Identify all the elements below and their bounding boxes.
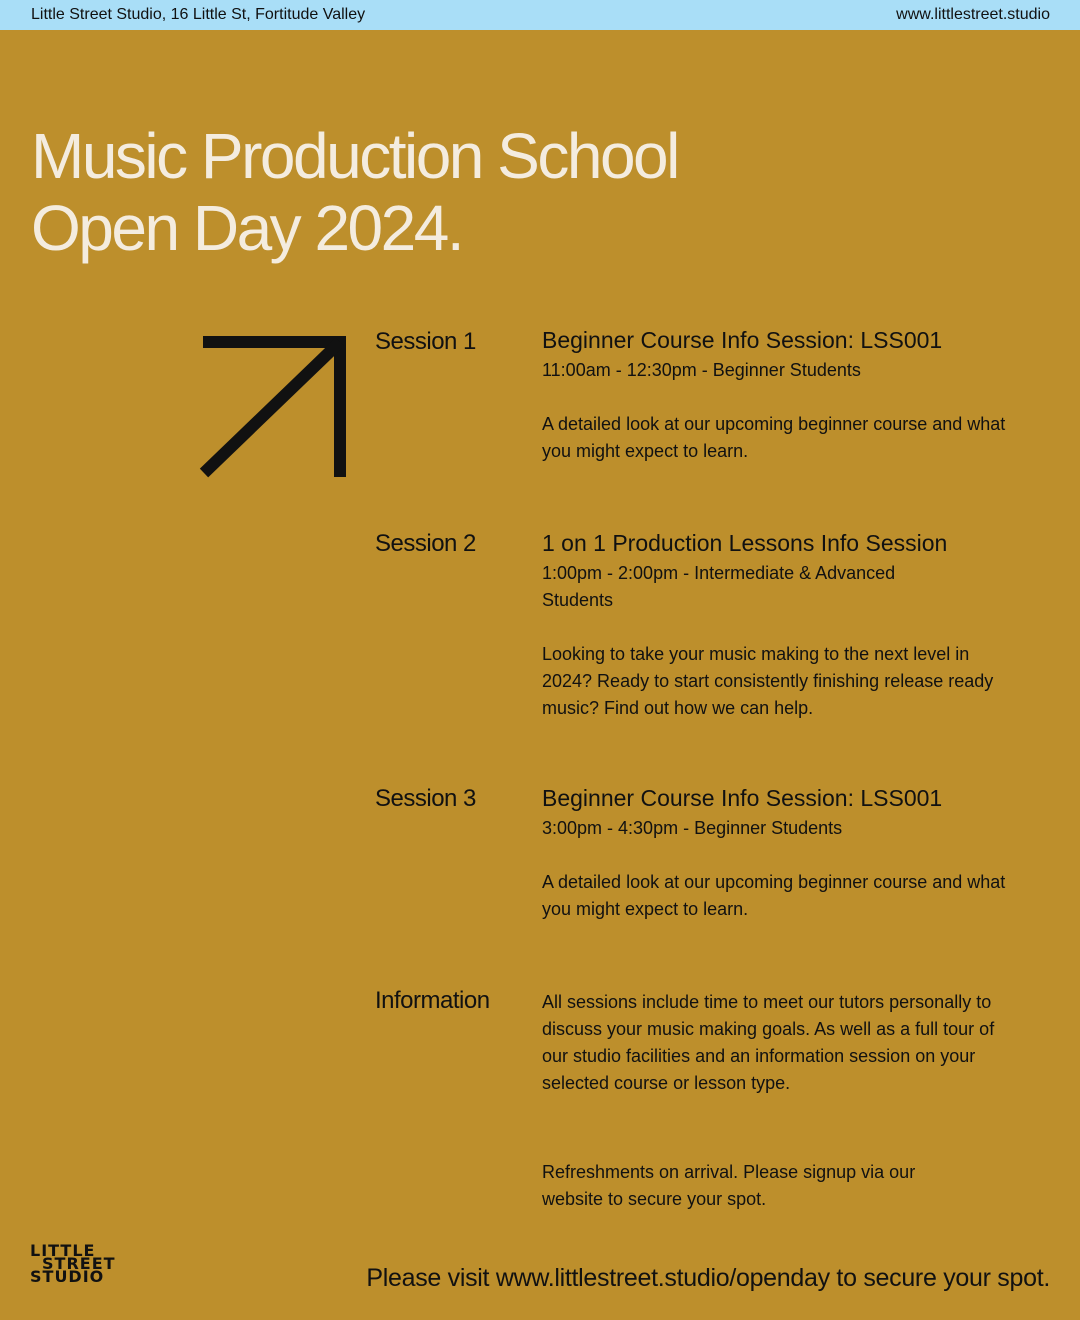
session-2-label: Session 2 (375, 530, 476, 557)
website-link[interactable]: www.littlestreet.studio (896, 6, 1050, 23)
session-1-time: 11:00am - 12:30pm - Beginner Students (542, 360, 861, 380)
top-bar (0, 0, 1080, 30)
studio-logo (30, 1241, 116, 1286)
logo-line-2: STREET (42, 1254, 116, 1273)
logo-line-3: STUDIO (30, 1267, 105, 1286)
studio-address: Little Street Studio, 16 Little St, Fortitude Valley (31, 6, 366, 23)
session-2-description: Looking to take your music making to the next level in 2024? Ready to start consistently finishing release ready music? Find out how we can help. (542, 644, 994, 718)
session-3-time: 3:00pm - 4:30pm - Beginner Students (542, 818, 843, 838)
session-1-label: Session 1 (375, 328, 476, 355)
session-1-description: A detailed look at our upcoming beginner course and what you might expect to learn. (542, 414, 1006, 461)
title-line-2: Open Day 2024. (31, 192, 463, 264)
session-1-heading: Beginner Course Info Session: LSS001 (542, 327, 943, 353)
session-3-label: Session 3 (375, 785, 476, 812)
information-label: Information (375, 987, 490, 1014)
session-3-description: A detailed look at our upcoming beginner course and what you might expect to learn. (542, 872, 1006, 919)
session-3-heading: Beginner Course Info Session: LSS001 (542, 785, 943, 811)
information-paragraph-2: Refreshments on arrival. Please signup via our website to secure your spot. (542, 1162, 916, 1209)
information-paragraph-1: All sessions include time to meet our tutors personally to discuss your music making goals. As well as a full tour of our studio facilities and an information session on your selected course or lesson type. (542, 992, 995, 1093)
footer-cta: Please visit www.littlestreet.studio/openday to secure your spot. (366, 1264, 1050, 1292)
page-title (31, 120, 931, 264)
session-2-heading: 1 on 1 Production Lessons Info Session (542, 530, 948, 556)
title-line-1: Music Production School (31, 120, 678, 192)
logo-line-1: LITTLE (30, 1241, 96, 1260)
arrow-up-right-icon (196, 328, 356, 482)
session-2-time: 1:00pm - 2:00pm - Intermediate & Advanced Students (542, 563, 896, 610)
